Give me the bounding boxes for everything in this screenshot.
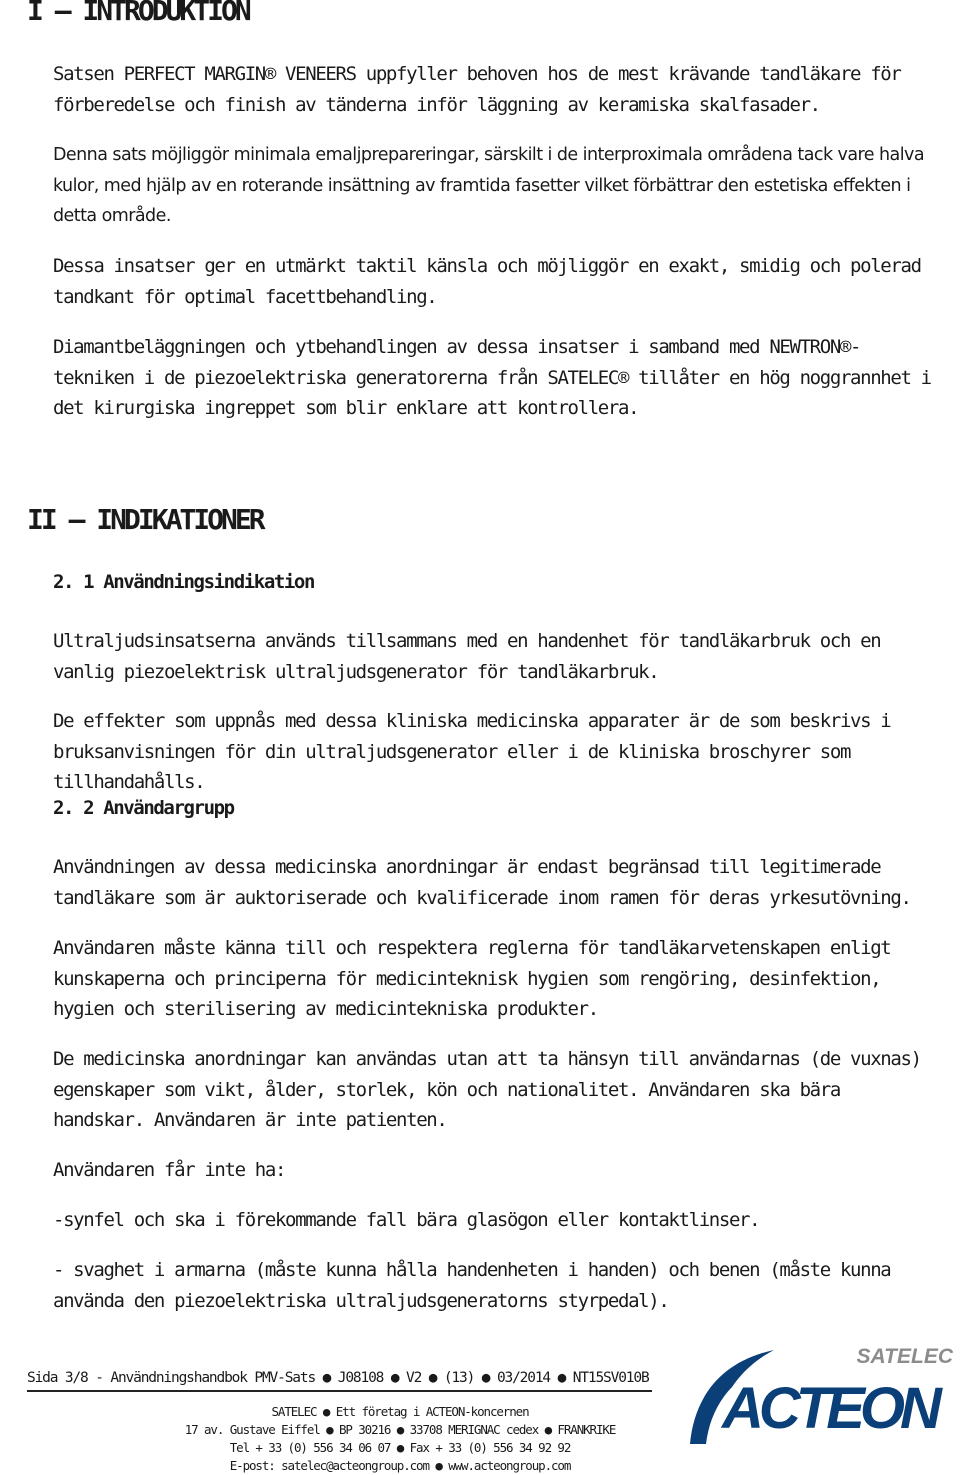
user-group-paragraph-3: De medicinska anordningar kan användas utan att ta hänsyn till användarnas (de vuxnas) egenskaper som vikt, ålder, storlek, kön och nationalitet. Användaren ska bära handskar. Användaren är inte patienten.: [53, 1048, 921, 1131]
section-heading-introduktion: I – INTRODUKTION: [27, 0, 249, 27]
footer-company: SATELEC ● Ett företag i ACTEON-koncernen: [271, 1404, 529, 1419]
footer-address: 17 av. Gustave Eiffel ● BP 30216 ● 33708 MERIGNAC cedex ● FRANKRIKE: [184, 1422, 616, 1437]
subsection-title-anvandargrupp: 2. 2 Användargrupp: [53, 797, 234, 819]
indication-paragraph-1: Ultraljudsinsatserna används tillsammans med en handenhet för tandläkarbruk och en vanlig piezoelektrisk ultraljudsgenerator för tandläkarbruk.: [53, 630, 881, 683]
user-group-paragraph-4: Användaren får inte ha:: [53, 1159, 286, 1181]
subsection-title-anvandningsindikation: 2. 1 Användningsindikation: [53, 571, 315, 593]
footer-divider: [27, 1390, 652, 1392]
intro-paragraph-2: Denna sats möjliggör minimala emaljprepareringar, särskilt i de interproximala områdena tack vare halva kulor, med hjälp av en roterande insättning av framtida fasetter vilket förbättrar den estetiska effekten i detta område.: [53, 145, 925, 226]
footer-email: E-post: satelec@acteongroup.com ● www.acteongroup.com: [229, 1458, 571, 1473]
section-heading-indikationer: II – INDIKATIONER: [27, 503, 263, 536]
user-group-paragraph-1: Användningen av dessa medicinska anordningar är endast begränsad till legitimerade tandläkare som är auktoriserade och kvalificerade inom ramen för deras yrkesutövning.: [53, 856, 911, 909]
user-group-paragraph-5: -synfel och ska i förekommande fall bära glasögon eller kontaktlinser.: [53, 1209, 760, 1231]
logo-satelec-text: SATELEC: [856, 1345, 953, 1368]
footer-phone: Tel + 33 (0) 556 34 06 07 ● Fax + 33 (0) 556 34 92 92: [229, 1440, 571, 1455]
intro-paragraph-1: Satsen PERFECT MARGIN® VENEERS uppfyller behoven hos de mest krävande tandläkare för förberedelse och finish av tänderna inför läggning av keramiska skalfasader.: [53, 63, 901, 116]
footer-page-info: Sida 3/8 - Användningshandbok PMV-Sats ● J08108 ● V2 ● (13) ● 03/2014 ● NT15SV010B: [27, 1370, 649, 1386]
acteon-satelec-logo: [688, 1340, 958, 1460]
user-group-paragraph-2: Användaren måste känna till och respektera reglerna för tandläkarvetenskapen enligt kunskaperna och principerna för medicinteknisk hygien som rengöring, desinfektion, hygien och sterilisering av medicintekniska produkter.: [53, 937, 891, 1020]
indication-paragraph-2: De effekter som uppnås med dessa kliniska medicinska apparater är de som beskrivs i bruksanvisningen för din ultraljudsgenerator eller i de kliniska broschyrer som tillhandahålls.: [53, 710, 891, 793]
intro-paragraph-4: Diamantbeläggningen och ytbehandlingen av dessa insatser i samband med NEWTRON®-tekniken i de piezoelektriska generatorerna från SATELEC® tillåter en hög noggrannhet i det kirurgiska ingreppet som blir enklare att kontrollera.: [53, 336, 931, 419]
intro-paragraph-3: Dessa insatser ger en utmärkt taktil känsla och möjliggör en exakt, smidig och polerad tandkant för optimal facettbehandling.: [53, 255, 921, 308]
user-group-paragraph-6: - svaghet i armarna (måste kunna hålla handenheten i handen) och benen (måste kunna använda den piezoelektriska ultraljudsgeneratorns styrpedal).: [53, 1259, 891, 1312]
logo-acteon-text: ACTEON: [722, 1376, 937, 1441]
